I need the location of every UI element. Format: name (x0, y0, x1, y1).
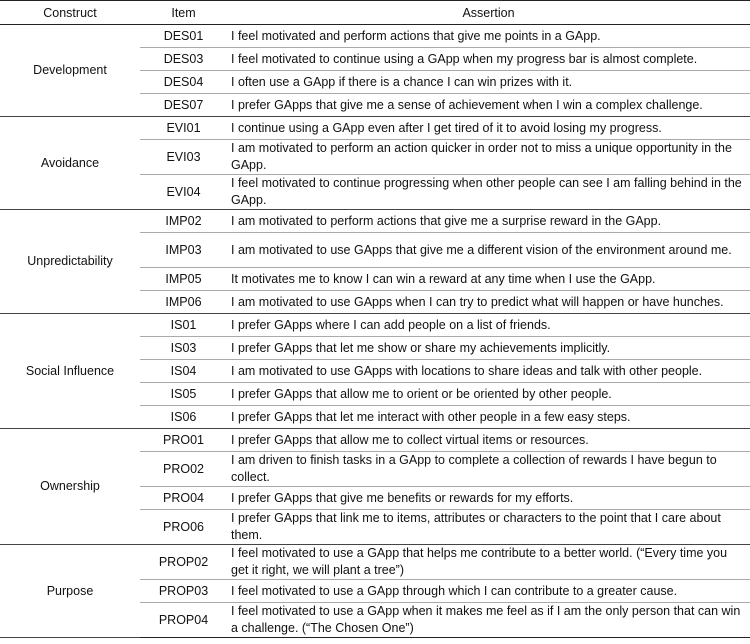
item-cell: DES01 (140, 25, 227, 48)
assertion-cell: I prefer GApps that let me show or share my achievements implicitly. (227, 337, 750, 360)
assertion-cell: I feel motivated to use a GApp that helps me contribute to a better world. (“Every time you get it right, we will plant a tree”) (227, 545, 750, 580)
item-cell: PRO04 (140, 487, 227, 510)
table-row (0, 545, 750, 580)
item-cell: IMP06 (140, 291, 227, 314)
item-cell: EVI01 (140, 117, 227, 140)
assertion-cell: I feel motivated and perform actions that give me points in a GApp. (227, 25, 750, 48)
item-cell: PRO02 (140, 452, 227, 487)
header-row (0, 1, 750, 25)
assertion-cell: I feel motivated to continue progressing when other people can see I am falling behind in the GApp. (227, 175, 750, 210)
item-cell: IMP02 (140, 210, 227, 233)
item-cell: PROP02 (140, 545, 227, 580)
item-cell: PRO01 (140, 429, 227, 452)
item-cell: IS01 (140, 314, 227, 337)
header-item: Item (140, 1, 227, 25)
item-cell: DES07 (140, 94, 227, 117)
assertion-cell: It motivates me to know I can win a reward at any time when I use the GApp. (227, 268, 750, 291)
item-cell: IS03 (140, 337, 227, 360)
assertion-cell: I am motivated to use GApps with locations to share ideas and talk with other people. (227, 360, 750, 383)
item-cell: IS06 (140, 406, 227, 429)
table-row (0, 314, 750, 337)
assertion-cell: I am motivated to perform actions that give me a surprise reward in the GApp. (227, 210, 750, 233)
assertion-cell: I prefer GApps where I can add people on a list of friends. (227, 314, 750, 337)
item-cell: IS04 (140, 360, 227, 383)
assertion-cell: I prefer GApps that let me interact with other people in a few easy steps. (227, 406, 750, 429)
assertion-cell: I feel motivated to continue using a GApp when my progress bar is almost complete. (227, 48, 750, 71)
item-cell: PROP04 (140, 603, 227, 638)
item-cell: DES03 (140, 48, 227, 71)
assertion-cell: I feel motivated to use a GApp through which I can contribute to a greater cause. (227, 580, 750, 603)
item-cell: PRO06 (140, 510, 227, 545)
item-cell: IMP05 (140, 268, 227, 291)
assertion-cell: I feel motivated to use a GApp when it makes me feel as if I am the only person that can win a challenge. (“The Chosen One”) (227, 603, 750, 638)
item-cell: IMP03 (140, 233, 227, 268)
assertion-cell: I am motivated to use GApps that give me a different vision of the environment around me. (227, 233, 750, 268)
header-assertion: Assertion (227, 1, 750, 25)
assertion-cell: I often use a GApp if there is a chance I can win prizes with it. (227, 71, 750, 94)
assertion-cell: I am motivated to perform an action quicker in order not to miss a unique opportunity in the GApp. (227, 140, 750, 175)
table-row (0, 25, 750, 48)
item-cell: IS05 (140, 383, 227, 406)
assertion-cell: I am driven to finish tasks in a GApp to complete a collection of rewards I have begun to collect. (227, 452, 750, 487)
table-row (0, 210, 750, 233)
header-construct: Construct (0, 1, 140, 25)
item-cell: EVI03 (140, 140, 227, 175)
construct-cell: Social Influence (0, 314, 140, 429)
table-row (0, 429, 750, 452)
assertion-cell: I prefer GApps that link me to items, attributes or characters to the point that I care about them. (227, 510, 750, 545)
item-cell: DES04 (140, 71, 227, 94)
assertion-cell: I prefer GApps that allow me to orient or be oriented by other people. (227, 383, 750, 406)
construct-cell: Ownership (0, 429, 140, 545)
assertion-cell: I prefer GApps that give me benefits or rewards for my efforts. (227, 487, 750, 510)
item-cell: EVI04 (140, 175, 227, 210)
table-row (0, 117, 750, 140)
assertion-cell: I continue using a GApp even after I get tired of it to avoid losing my progress. (227, 117, 750, 140)
assertion-cell: I am motivated to use GApps when I can try to predict what will happen or have hunches. (227, 291, 750, 314)
table-body (0, 25, 750, 638)
construct-cell: Development (0, 25, 140, 117)
construct-cell: Avoidance (0, 117, 140, 210)
item-cell: PROP03 (140, 580, 227, 603)
construct-cell: Purpose (0, 545, 140, 638)
construct-cell: Unpredictability (0, 210, 140, 314)
assertion-cell: I prefer GApps that give me a sense of achievement when I win a complex challenge. (227, 94, 750, 117)
assertion-cell: I prefer GApps that allow me to collect virtual items or resources. (227, 429, 750, 452)
